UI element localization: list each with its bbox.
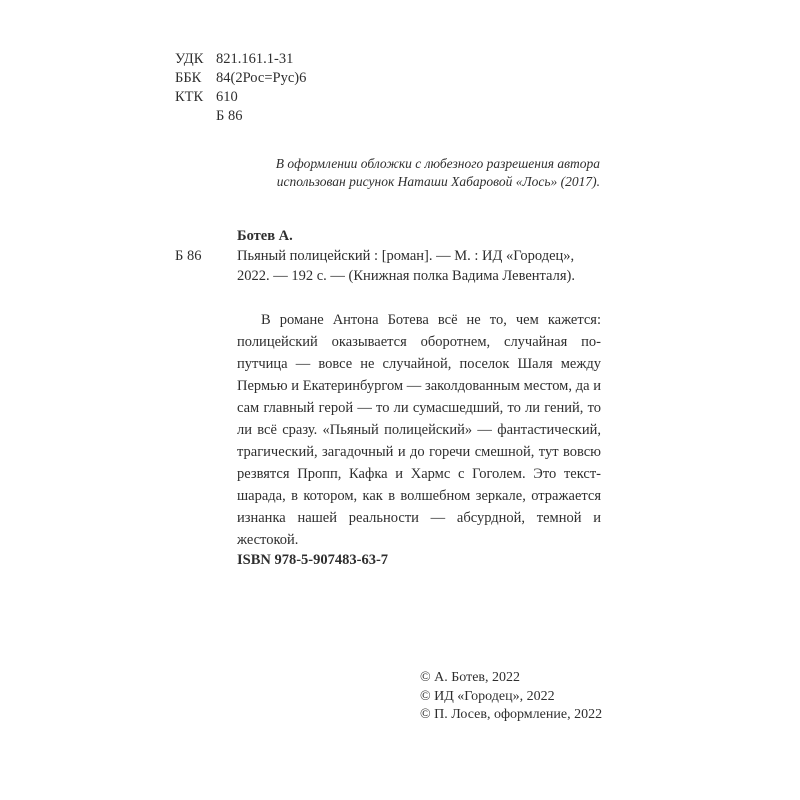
cover-note-line: В оформлении обложки с любезного разрешения автора [275, 156, 600, 171]
isbn: ISBN 978-5-907483-63-7 [237, 552, 389, 568]
classification-value: Б 86 [216, 108, 243, 124]
entry-line: 2022. — 192 с. — (Книжная полка Вадима Левенталя). [237, 268, 575, 284]
copyright-line: © П. Лосев, оформление, 2022 [420, 707, 603, 722]
copyright-notices [420, 669, 602, 725]
classification-key [175, 107, 216, 126]
annotation-paragraph: В романе Антона Ботева всё не то, чем кажется: полицейский оказывается оборотнем, случайная попутчица — вовсе не случайной, поселок Шаля между Пермью и Екатеринбургом — заколдованным местом, да и сам главный герой — то ли сумасшедший, то ли гений, то ли всё сразу. «Пьяный полицейский» — фантастический, трагический, загадочный и до горечи смешной, тут вовсю резвятся Пропп, Кафка и Хармс с Гоголем. Это текст-шарада, в котором, как в волшебном зеркале, отражается изнанка нашей реальности — абсурдной, темной и жестокой. [237, 312, 601, 548]
entry-line: Пьяный полицейский : [роман]. — М. : ИД «Городец», [237, 248, 575, 264]
bibliographic-entry [237, 246, 617, 286]
ktk-row [175, 88, 306, 107]
udk-row [175, 50, 306, 69]
cover-note-line: использован рисунок Наташи Хабаровой «Лось» (2017). [276, 174, 600, 189]
classification-codes [175, 50, 306, 126]
cover-credit-note [200, 155, 600, 191]
classification-key: ББК [175, 70, 202, 86]
author-code: Б 86 [175, 248, 202, 264]
bbk-row [175, 69, 306, 88]
classification-value: 84(2Рос=Рус)6 [216, 70, 307, 86]
classification-value: 821.161.1-31 [216, 51, 294, 67]
classification-key: КТК [175, 89, 204, 105]
copyright-line: © А. Ботев, 2022 [420, 670, 521, 685]
author-name: Ботев А. [237, 228, 293, 244]
classification-key: УДК [175, 51, 204, 67]
author-code-row [175, 107, 306, 126]
classification-value: 610 [216, 89, 238, 105]
copyright-line: © ИД «Городец», 2022 [420, 688, 555, 704]
